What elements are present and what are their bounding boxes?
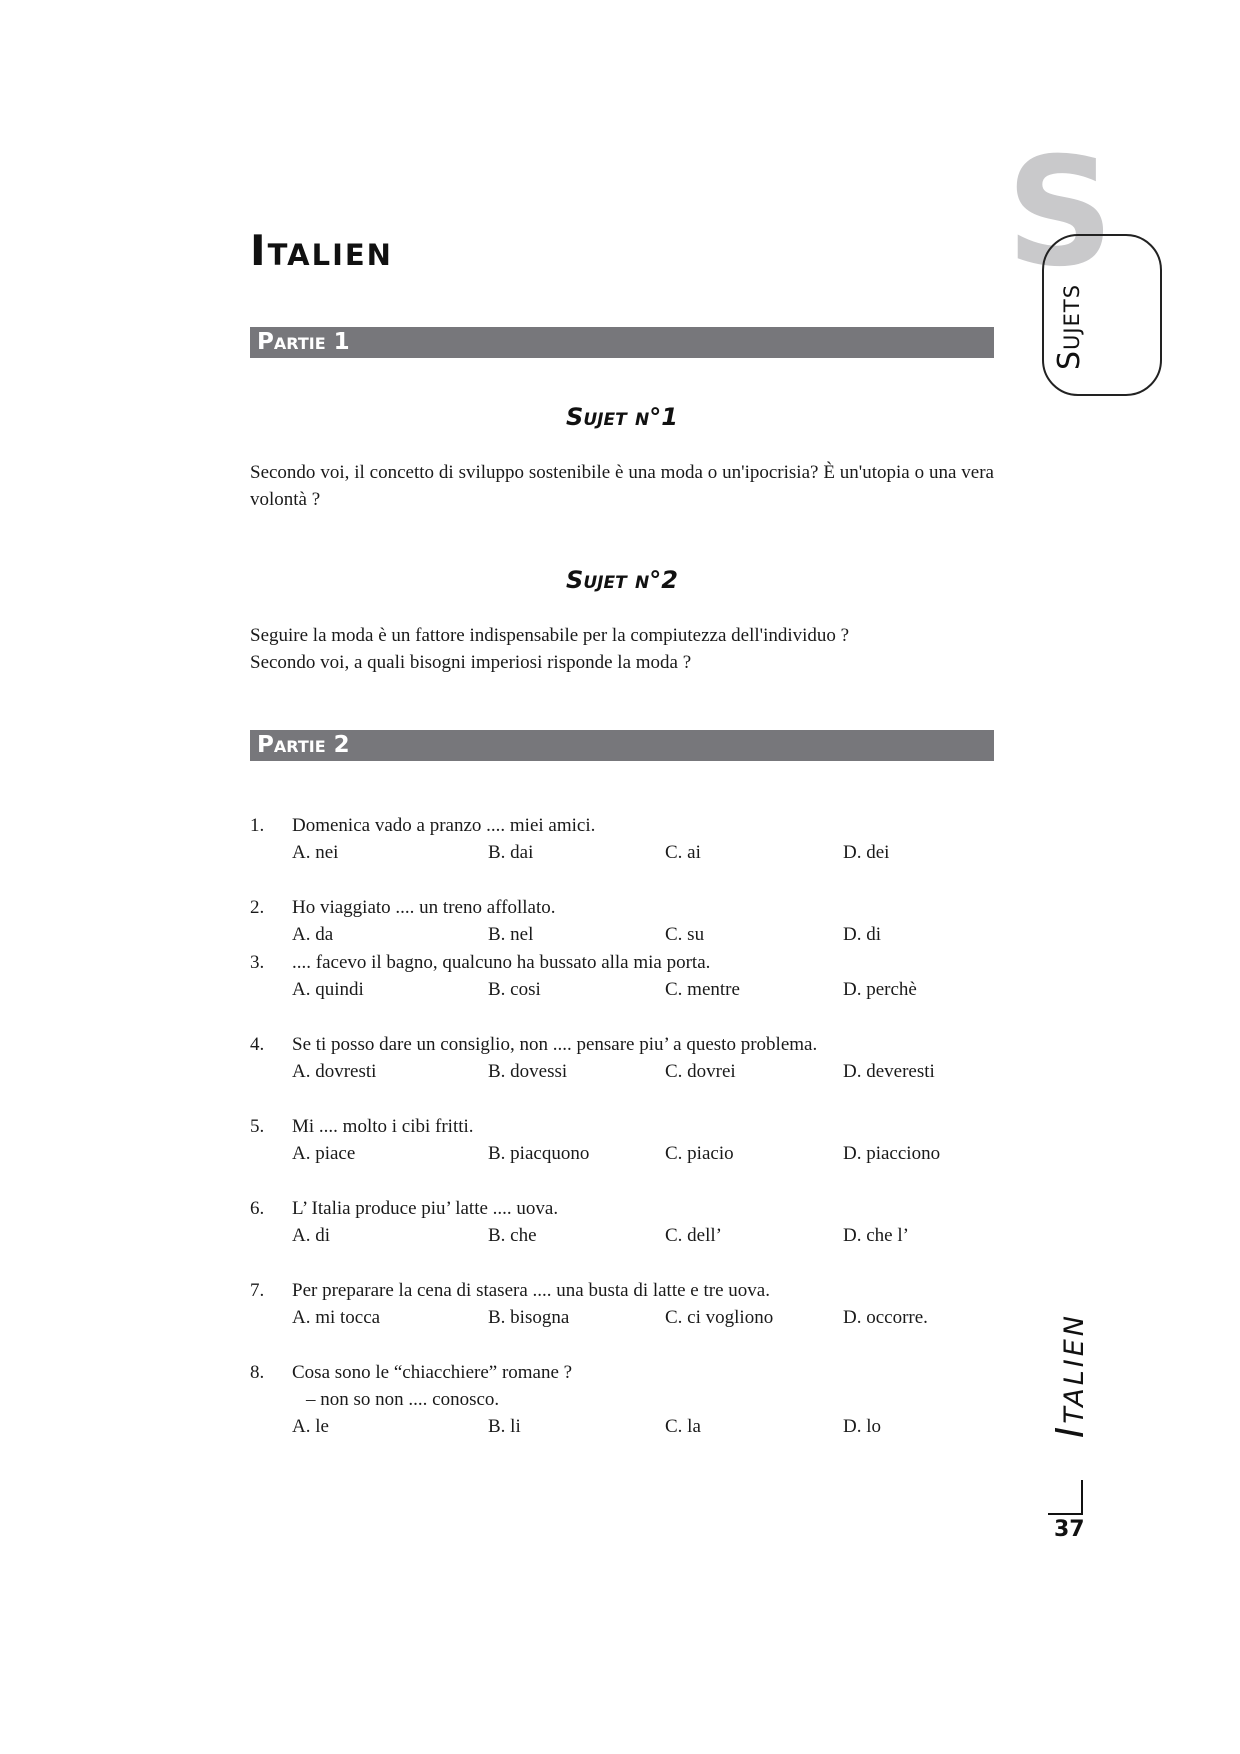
question-text: Se ti posso dare un consiglio, non .... pensare piu’ a questo problema.	[292, 1034, 818, 1055]
question-number: 8.	[250, 1362, 265, 1383]
question-number: 2.	[250, 897, 265, 918]
option-d: D. perchè	[843, 979, 917, 1000]
option-b: B. cosi	[488, 979, 541, 1000]
option-c: C. ci vogliono	[665, 1307, 774, 1328]
option-c: C. mentre	[665, 979, 740, 1000]
option-d: D. di	[843, 924, 881, 945]
side-subject-label: Italien	[1048, 1313, 1092, 1438]
option-a: A. nei	[292, 842, 339, 863]
option-c: C. ai	[665, 842, 701, 863]
partie1-header: Partie 1	[250, 327, 994, 358]
option-b: B. piacquono	[488, 1143, 590, 1164]
option-a: A. da	[292, 924, 334, 945]
page-corner-line-vertical	[1081, 1480, 1083, 1514]
page-number: 37	[1054, 1517, 1085, 1542]
question-text: .... facevo il bagno, qualcuno ha bussato alla mia porta.	[292, 952, 711, 973]
option-b: B. li	[488, 1416, 521, 1437]
option-a: A. di	[292, 1225, 330, 1246]
option-a: A. piace	[292, 1143, 356, 1164]
side-letter-watermark: S	[1006, 126, 1115, 300]
question-subtext: – non so non .... conosco.	[306, 1389, 500, 1410]
option-a: A. dovresti	[292, 1061, 377, 1082]
partie2-header: Partie 2	[250, 730, 994, 761]
page-corner-line-horizontal	[1048, 1513, 1083, 1515]
option-c: C. dell’	[665, 1225, 722, 1246]
option-b: B. nel	[488, 924, 534, 945]
sujet2-line1: Seguire la moda è un fattore indispensabile per la compiutezza dell'individuo ?	[250, 625, 850, 646]
question-text: Ho viaggiato .... un treno affollato.	[292, 897, 556, 918]
side-tab-label: Sujets	[1052, 283, 1087, 370]
sujet1-text: Secondo voi, il concetto di sviluppo sostenibile è una moda o un'ipocrisia? È un'utopia o una vera volontà ?	[250, 462, 994, 510]
option-b: B. che	[488, 1225, 537, 1246]
option-b: B. dai	[488, 842, 534, 863]
question-text: Mi .... molto i cibi fritti.	[292, 1116, 474, 1137]
sujet2-line2: Secondo voi, a quali bisogni imperiosi risponde la moda ?	[250, 652, 692, 673]
option-c: C. su	[665, 924, 705, 945]
question-number: 7.	[250, 1280, 265, 1301]
option-d: D. dei	[843, 842, 890, 863]
sujet1-heading: Sujet n°1	[566, 403, 678, 431]
question-number: 4.	[250, 1034, 265, 1055]
option-c: C. piacio	[665, 1143, 734, 1164]
option-d: D. che l’	[843, 1225, 909, 1246]
question-text: Per preparare la cena di stasera .... una busta di latte e tre uova.	[292, 1280, 770, 1301]
option-b: B. bisogna	[488, 1307, 570, 1328]
question-number: 1.	[250, 815, 265, 836]
option-c: C. la	[665, 1416, 701, 1437]
question-number: 6.	[250, 1198, 265, 1219]
option-a: A. le	[292, 1416, 329, 1437]
question-text: Domenica vado a pranzo .... miei amici.	[292, 815, 596, 836]
question-number: 3.	[250, 952, 265, 973]
option-c: C. dovrei	[665, 1061, 736, 1082]
option-d: D. deveresti	[843, 1061, 935, 1082]
question-text: Cosa sono le “chiacchiere” romane ?	[292, 1362, 573, 1383]
option-d: D. occorre.	[843, 1307, 928, 1328]
option-d: D. piacciono	[843, 1143, 941, 1164]
option-b: B. dovessi	[488, 1061, 568, 1082]
question-text: L’ Italia produce piu’ latte .... uova.	[292, 1198, 559, 1219]
question-number: 5.	[250, 1116, 265, 1137]
option-a: A. quindi	[292, 979, 364, 1000]
option-a: A. mi tocca	[292, 1307, 381, 1328]
page-title: Italien	[250, 226, 393, 275]
sujet2-heading: Sujet n°2	[566, 566, 678, 594]
option-d: D. lo	[843, 1416, 881, 1437]
